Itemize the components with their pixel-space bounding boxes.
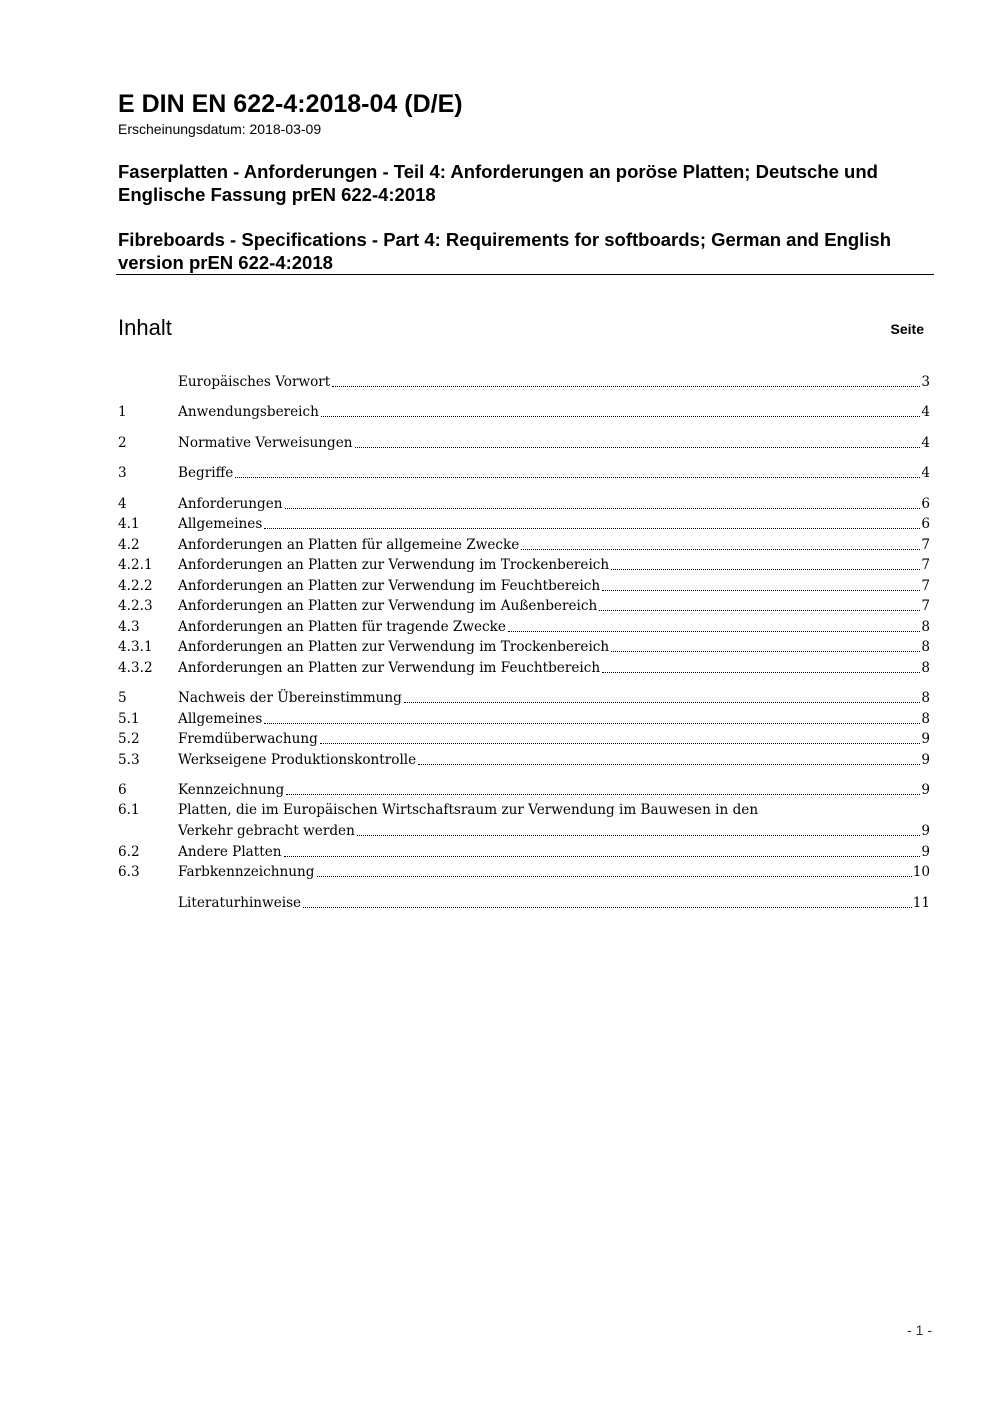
toc-entry-page: 9 — [921, 751, 930, 768]
toc-entry-page: 4 — [921, 465, 930, 481]
toc-entry-label: Anforderungen an Platten für allgemeine Zwecke — [178, 536, 520, 553]
toc-entry-4-3-1[interactable] — [118, 637, 930, 658]
toc-leader — [303, 907, 912, 908]
toc-entry-label: Literaturhinweise — [178, 894, 302, 911]
page-number: - 1 - — [907, 1322, 932, 1338]
toc-entry-5-1[interactable] — [118, 708, 930, 729]
toc-entry-number: 4.3.1 — [118, 639, 153, 655]
toc-leader — [285, 508, 921, 509]
toc-entry-label: Andere Platten — [178, 843, 282, 860]
title-english: Fibreboards - Specifications - Part 4: Requirements for softboards; German and English version prEN 622-4:2018 — [118, 229, 892, 273]
toc-entry-4-2-2[interactable] — [118, 575, 930, 596]
toc-entry-label: Fremdüberwachung — [178, 731, 318, 747]
toc-heading: Inhalt — [118, 315, 172, 340]
toc-entry-number: 4.1 — [118, 516, 140, 532]
toc-entry-label: Werkseigene Produktionskontrolle — [178, 751, 417, 768]
toc-entry-number: 6.2 — [118, 843, 140, 860]
toc-page-column-label: Seite — [890, 321, 924, 337]
toc-entry-number: 4.2.3 — [118, 598, 153, 614]
toc-leader — [602, 672, 920, 673]
toc-entry-bibliography[interactable] — [118, 892, 930, 913]
toc-entry-page: 9 — [921, 823, 930, 839]
toc-entry-page: 10 — [912, 864, 930, 880]
toc-entry-number: 4.3 — [118, 618, 140, 635]
toc-leader — [357, 835, 920, 836]
toc-leader — [317, 876, 912, 877]
toc-entry-6-3[interactable] — [118, 862, 930, 883]
toc-entry-page: 7 — [921, 598, 930, 614]
toc-entry-number: 4.2.2 — [118, 577, 153, 594]
toc-entry-number: 1 — [118, 404, 127, 420]
toc-entry-label: Anforderungen an Platten zur Verwendung im Außenbereich — [178, 598, 598, 614]
toc-leader — [521, 549, 920, 550]
header-divider — [116, 274, 934, 275]
publication-date: Erscheinungsdatum: 2018-03-09 — [118, 121, 322, 137]
toc-entry-page: 8 — [921, 710, 930, 727]
toc-entry-page: 9 — [921, 731, 930, 747]
toc-entry-page: 7 — [921, 577, 930, 594]
toc-entry-number: 3 — [118, 465, 127, 481]
toc-entry-page: 6 — [921, 516, 930, 532]
toc-leader — [264, 723, 920, 724]
toc-entry-number: 6.3 — [118, 864, 140, 880]
toc-entry-label: Anforderungen an Platten zur Verwendung im Trockenbereich — [178, 639, 610, 655]
toc-leader — [235, 477, 920, 478]
toc-entry-label-line1: Platten, die im Europäischen Wirtschaftsraum zur Verwendung im Bauwesen in den — [178, 802, 759, 818]
document-header — [118, 88, 934, 274]
toc-leader — [286, 794, 920, 795]
toc-entry-page: 9 — [921, 843, 930, 860]
toc-entry-number: 5.1 — [118, 710, 140, 727]
toc-leader — [320, 743, 920, 744]
toc-entry-foreword[interactable] — [118, 371, 930, 392]
toc-entry-number: 4.2 — [118, 536, 140, 553]
toc-entry-3[interactable] — [118, 463, 930, 484]
toc-leader — [599, 610, 920, 611]
toc-entry-4-1[interactable] — [118, 514, 930, 535]
toc-entry-5-3[interactable] — [118, 749, 930, 770]
document-id: E DIN EN 622-4:2018-04 (D/E) — [118, 90, 463, 118]
toc-entry-label: Anforderungen an Platten für tragende Zwecke — [178, 618, 506, 635]
toc-leader — [508, 631, 920, 632]
toc-entry-number: 2 — [118, 434, 127, 451]
toc-leader — [418, 764, 920, 765]
toc-entry-page: 4 — [921, 404, 930, 420]
toc-entry-5-2[interactable] — [118, 729, 930, 750]
toc-entry-1[interactable] — [118, 402, 930, 423]
toc-leader — [404, 702, 920, 703]
toc-entry-label: Anwendungsbereich — [178, 404, 319, 420]
toc-entry-4-2[interactable] — [118, 534, 930, 555]
title-german: Faserplatten - Anforderungen - Teil 4: Anforderungen an poröse Platten; Deutsche und Englische Fassung prEN 622-4:2018 — [118, 161, 878, 205]
toc-leader — [332, 386, 920, 387]
toc-leader — [321, 416, 920, 417]
toc-entry-number: 5 — [118, 690, 127, 706]
toc-entry-number: 4 — [118, 495, 127, 512]
toc-entry-page: 8 — [921, 618, 930, 635]
toc-entry-page: 4 — [921, 434, 930, 451]
toc-entry-label-line2: Verkehr gebracht werden — [178, 823, 355, 839]
toc-entry-label: Anforderungen an Platten zur Verwendung im Trockenbereich — [178, 557, 610, 573]
toc-leader — [611, 651, 920, 652]
toc-entry-4-2-1[interactable] — [118, 555, 930, 576]
toc-entry-2[interactable] — [118, 432, 930, 453]
toc-entry-page: 7 — [921, 557, 930, 573]
toc-entry-4-2-3[interactable] — [118, 596, 930, 617]
toc-entry-number: 6 — [118, 782, 127, 798]
toc-entry-number: 5.3 — [118, 751, 140, 768]
toc-entry-page: 8 — [921, 639, 930, 655]
toc-leader — [355, 447, 921, 448]
toc-entry-label: Kennzeichnung — [178, 782, 285, 798]
toc-entry-number: 4.3.2 — [118, 659, 153, 676]
toc-entry-label: Allgemeines — [178, 710, 263, 727]
toc-entry-6-1[interactable] — [118, 800, 930, 841]
toc-entry-4-3[interactable] — [118, 616, 930, 637]
toc-entry-label: Anforderungen — [178, 495, 283, 512]
toc-leader — [264, 528, 920, 529]
toc-entry-6[interactable] — [118, 780, 930, 801]
toc-entry-label: Allgemeines — [178, 516, 263, 532]
toc-entry-page: 6 — [921, 495, 930, 512]
toc-entry-page: 9 — [921, 782, 930, 798]
toc-entry-label: Begriffe — [178, 465, 234, 481]
toc-entry-number: 5.2 — [118, 731, 140, 747]
toc-entry-5[interactable] — [118, 688, 930, 709]
toc-entry-4[interactable] — [118, 493, 930, 514]
table-of-contents — [118, 371, 930, 913]
toc-entry-number: 4.2.1 — [118, 557, 153, 573]
toc-entry-label: Anforderungen an Platten zur Verwendung im Feuchtbereich — [178, 659, 601, 676]
toc-entry-number: 6.1 — [118, 802, 140, 818]
toc-entry-4-3-2[interactable] — [118, 657, 930, 678]
toc-entry-label: Normative Verweisungen — [178, 434, 353, 451]
toc-entry-page: 3 — [921, 373, 930, 390]
toc-entry-label: Europäisches Vorwort — [178, 373, 331, 390]
toc-entry-page: 8 — [921, 690, 930, 706]
toc-entry-label: Farbkennzeichnung — [178, 864, 315, 880]
toc-leader — [602, 590, 920, 591]
toc-entry-page: 11 — [912, 894, 930, 911]
toc-entry-label: Nachweis der Übereinstimmung — [178, 690, 402, 706]
toc-entry-label: Anforderungen an Platten zur Verwendung im Feuchtbereich — [178, 577, 601, 594]
toc-entry-6-2[interactable] — [118, 841, 930, 862]
toc-leader — [611, 569, 920, 570]
toc-entry-page: 8 — [921, 659, 930, 676]
toc-leader — [284, 856, 921, 857]
toc-entry-page: 7 — [921, 536, 930, 553]
